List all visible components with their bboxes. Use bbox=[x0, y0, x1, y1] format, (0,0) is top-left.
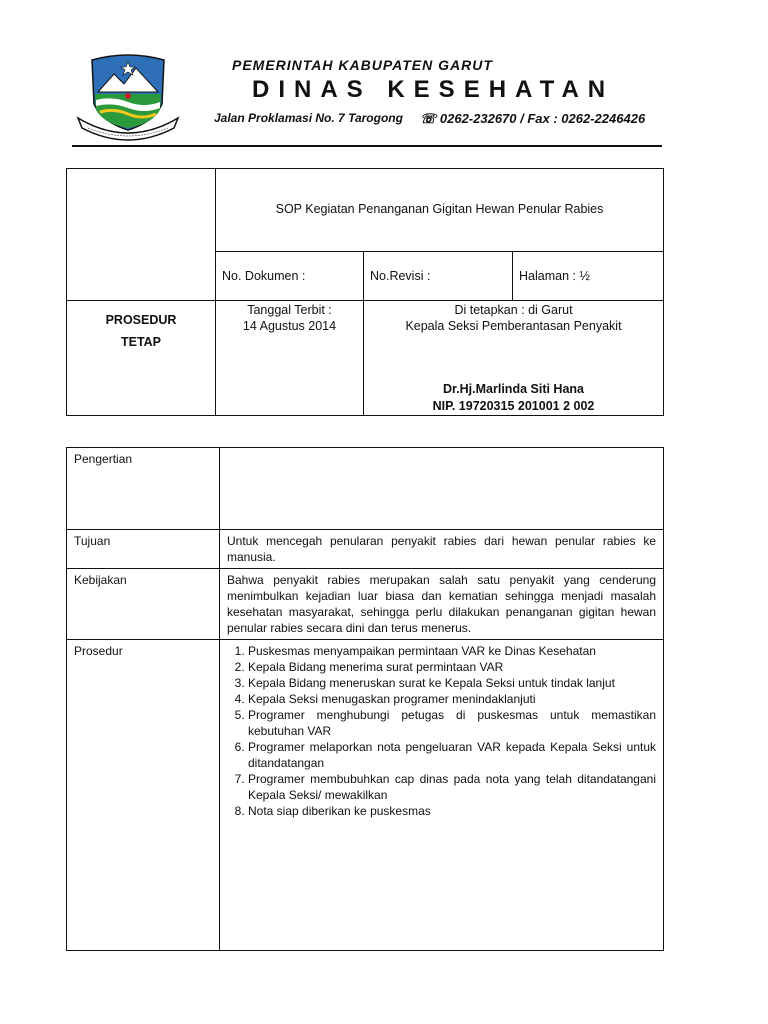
sop-header-table bbox=[66, 168, 664, 416]
document-number-label: No. Dokumen : bbox=[216, 252, 364, 301]
definition-label: Pengertian bbox=[67, 448, 220, 530]
issue-date-label: Tanggal Terbit : bbox=[247, 303, 332, 317]
government-name: PEMERINTAH KABUPATEN GARUT bbox=[232, 57, 493, 73]
garut-regency-logo bbox=[74, 52, 182, 144]
procedure-type-line1: PROSEDUR bbox=[105, 313, 177, 327]
definition-text bbox=[220, 448, 664, 530]
goal-label: Tujuan bbox=[67, 530, 220, 569]
page-label: Halaman : ½ bbox=[513, 252, 664, 301]
procedure-type-cell bbox=[67, 301, 216, 416]
procedure-type-line2: TETAP bbox=[120, 335, 162, 349]
procedure-step: 6. Programer melaporkan nota pengeluaran VAR kepada Kepala Seksi untuk ditandatangan bbox=[248, 739, 656, 771]
goal-text: Untuk mencegah penularan penyakit rabies dari hewan penular rabies ke manusia. bbox=[220, 530, 664, 569]
policy-label: Kebijakan bbox=[67, 569, 220, 640]
office-address: Jalan Proklamasi No. 7 Tarogong bbox=[214, 111, 403, 125]
issue-date: 14 Agustus 2014 bbox=[242, 319, 337, 333]
contact-info bbox=[420, 111, 645, 127]
procedure-steps-cell bbox=[220, 640, 664, 951]
approval-cell bbox=[364, 301, 664, 416]
sop-body-table bbox=[66, 447, 664, 951]
letterhead-divider bbox=[72, 145, 662, 147]
revision-label: No.Revisi : bbox=[364, 252, 513, 301]
telephone-icon: ☏ bbox=[420, 111, 437, 126]
procedure-step: 3. Kepala Bidang meneruskan surat ke Kepala Seksi untuk tindak lanjut bbox=[248, 675, 656, 691]
issue-date-cell bbox=[216, 301, 364, 416]
procedure-steps bbox=[227, 643, 656, 819]
agency-name: DINAS KESEHATAN bbox=[252, 76, 615, 103]
phone-fax: 0262-232670 / Fax : 0262-2246426 bbox=[439, 111, 646, 126]
procedure-step: 8. Nota siap diberikan ke puskesmas bbox=[248, 803, 656, 819]
procedure-step: 4. Kepala Seksi menugaskan programer menindaklanjuti bbox=[248, 691, 656, 707]
approver-position: Kepala Seksi Pemberantasan Penyakit bbox=[405, 319, 622, 333]
sop-title: SOP Kegiatan Penanganan Gigitan Hewan Penular Rabies bbox=[216, 169, 664, 252]
logo-cell bbox=[67, 169, 216, 301]
approver-nip: NIP. 19720315 201001 2 002 bbox=[432, 399, 595, 413]
procedure-step: 2. Kepala Bidang menerima surat permintaan VAR bbox=[248, 659, 656, 675]
policy-text: Bahwa penyakit rabies merupakan salah satu penyakit yang cenderung menimbulkan kejadian luar biasa dan kematian sehingga menjadi masalah kesehatan masyarakat, sehingga perlu dilakukan penanganan gigitan hewan penular rabies secara dini dan terus menerus. bbox=[220, 569, 664, 640]
procedure-step: 7. Programer membubuhkan cap dinas pada nota yang telah ditandatangani Kepala Seksi/ mewakilkan bbox=[248, 771, 656, 803]
procedure-label: Prosedur bbox=[67, 640, 220, 951]
procedure-step: 1. Puskesmas menyampaikan permintaan VAR ke Dinas Kesehatan bbox=[248, 643, 656, 659]
procedure-step: 5. Programer menghubungi petugas di puskesmas untuk memastikan kebutuhan VAR bbox=[248, 707, 656, 739]
approver-name: Dr.Hj.Marlinda Siti Hana bbox=[442, 382, 584, 396]
set-at-location: Di tetapkan : di Garut bbox=[454, 303, 573, 317]
